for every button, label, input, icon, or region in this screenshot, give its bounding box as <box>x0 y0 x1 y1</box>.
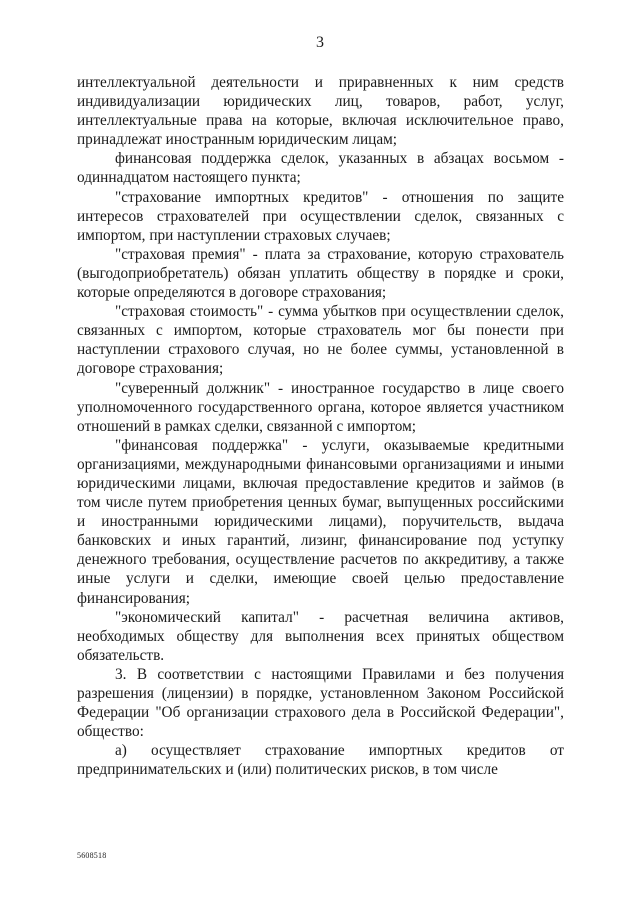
paragraph-sovereign-debtor: "суверенный должник" - иностранное государство в лице своего уполномоченного государственного органа, которое является участником отношений в рамках сделки, связанной с импортом; <box>77 379 564 435</box>
paragraph-financial-support: "финансовая поддержка" - услуги, оказываемые кредитными организациями, международными финансовыми организациями и иными юридическими лицами, включая предоставление кредитов и займов (в том числе путем приобретения ценных бумаг, выпущенных российскими и иностранными юридическими лицами), поручительств, выдача банковских и иных гарантий, лизинг, финансирование под уступку денежного требования, осуществление расчетов по аккредитиву, а также иные услуги и сделки, имеющие своей целью предоставление финансирования; <box>77 436 564 607</box>
paragraph-import-credit-insurance: "страхование импортных кредитов" - отношения по защите интересов страхователей при осуществлении сделок, связанных с импортом, при наступлении страховых случаев; <box>77 188 564 244</box>
document-body <box>77 73 564 779</box>
paragraph-insured-value: "страховая стоимость" - сумма убытков при осуществлении сделок, связанных с импортом, которые страхователь мог бы понести при наступлении страхового случая, но не более суммы, установленной в договоре страхования; <box>77 303 564 378</box>
page-number: 3 <box>316 34 324 51</box>
paragraph-insurance-premium: "страховая премия" - плата за страхование, которую страхователь (выгодоприобретатель) обязан уплатить обществу в порядке и сроки, которые определяются в договоре страхования; <box>77 245 564 302</box>
paragraph-section-3: 3. В соответствии с настоящими Правилами и без получения разрешения (лицензии) в порядке, установленном Законом Российской Федерации "Об организации страхового дела в Российской Федерации", общество: <box>77 665 564 741</box>
document-code: 5608518 <box>77 851 107 860</box>
paragraph-item-a: а) осуществляет страхование импортных кредитов от предпринимательских и (или) политических рисков, в том числе <box>77 742 564 779</box>
paragraph-continuation: интеллектуальной деятельности и приравненных к ним средств индивидуализации юридических лиц, товаров, работ, услуг, интеллектуальные права на которые, включая исключительное право, принадлежат иностранным юридическим лицам; <box>77 74 564 149</box>
paragraph-economic-capital: "экономический капитал" - расчетная величина активов, необходимых обществу для выполнения всех принятых обществом обязательств. <box>77 608 564 664</box>
paragraph-financial-support-deals: финансовая поддержка сделок, указанных в абзацах восьмом - одиннадцатом настоящего пункта; <box>77 150 564 187</box>
